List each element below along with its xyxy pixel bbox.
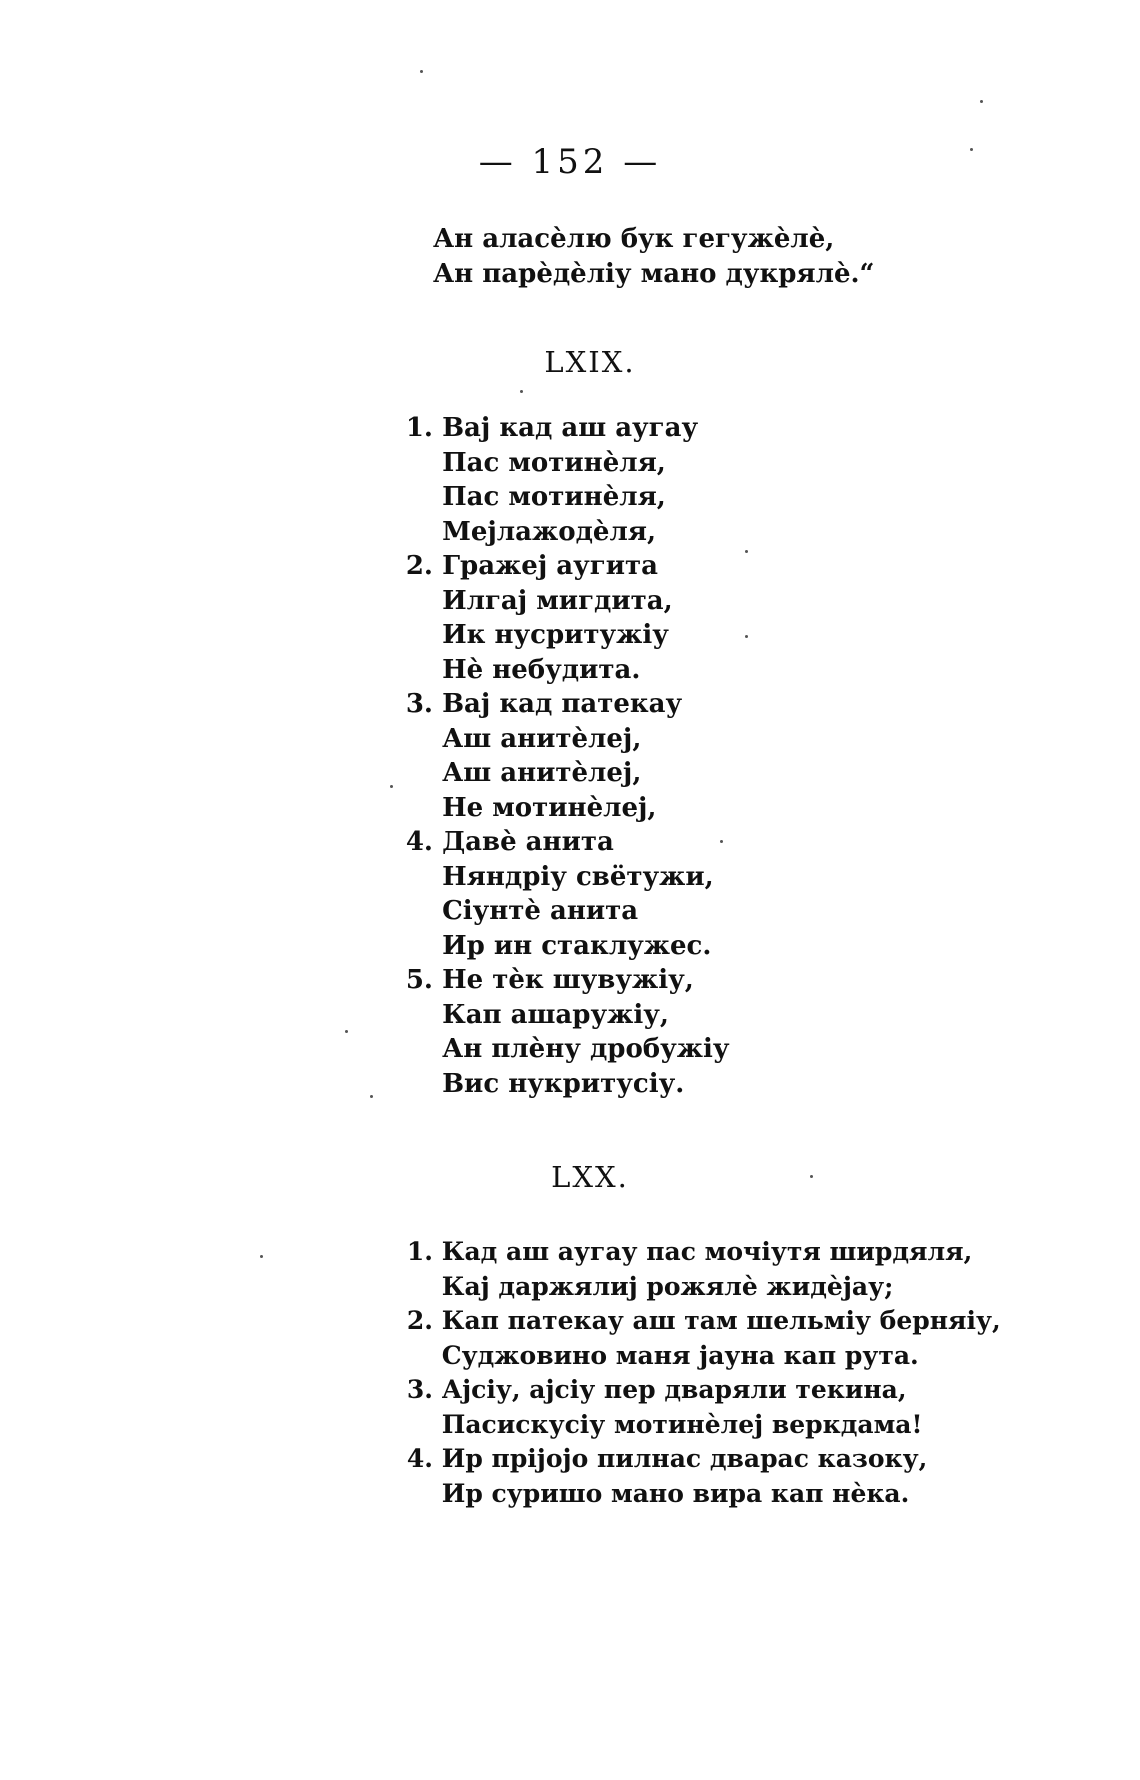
- verse-text: Ир прijојо пилнас дварас казоку,: [441, 1444, 928, 1473]
- verse-text: Кап ашаружiу,: [442, 999, 669, 1030]
- scan-speck: [720, 840, 723, 843]
- verse-line: [433, 1408, 1001, 1443]
- scan-speck: [260, 1255, 263, 1258]
- verse-line: [405, 825, 730, 860]
- verse-line: [433, 998, 730, 1033]
- verse-text: Гражеј аугита: [442, 551, 658, 581]
- verse-line: [433, 791, 730, 826]
- verse-line: [405, 687, 730, 722]
- verse-text: Ир ин стаклужес.: [442, 930, 712, 961]
- verse-number: 4.: [406, 1444, 433, 1473]
- scan-speck: [970, 148, 973, 151]
- verse-text: Пас мотинѐля,: [442, 447, 666, 478]
- verse-line: [433, 446, 730, 481]
- verse-line: [433, 1339, 1001, 1374]
- verse-number: 3.: [406, 1375, 433, 1404]
- intro-stanza: [433, 222, 875, 291]
- verse-text: Кад аш аугау пас мочiутя ширдяля,: [441, 1237, 973, 1266]
- verse-text: Няндрiу свётужи,: [442, 861, 714, 892]
- verse-line: [406, 1304, 1001, 1339]
- verse-text: Ир суришо мано вира кап нѐка.: [441, 1478, 910, 1508]
- verse-number: 1.: [406, 1237, 433, 1266]
- verse-text: Суджовино маня јауна кап рута.: [441, 1340, 919, 1370]
- poem-heading: LXIX.: [544, 345, 636, 379]
- verse-line: [405, 411, 730, 446]
- poem-lxix: [405, 411, 730, 1101]
- verse-text: Кап патекау аш там шельмiу берняiу,: [441, 1306, 1001, 1335]
- verse-line: [433, 756, 730, 791]
- verse-line: [433, 1067, 730, 1102]
- verse-number: 2.: [406, 1306, 433, 1335]
- verse-line: [406, 1442, 1001, 1477]
- verse-number: 5.: [405, 965, 433, 995]
- verse-text: Пасискусiу мотинѐлеј веркдама!: [441, 1409, 923, 1439]
- verse-text: Вај кад аш аугау: [442, 413, 699, 443]
- scan-speck: [520, 390, 523, 393]
- verse-number: 3.: [405, 689, 433, 719]
- verse-line: [433, 929, 730, 964]
- verse-text: Давѐ анита: [442, 827, 614, 857]
- intro-line: Ан аласѐлю бук гегужѐлѐ,: [433, 224, 835, 254]
- scan-speck: [980, 100, 983, 103]
- scan-speck: [745, 550, 748, 553]
- verse-text: Не мотинѐлеј,: [442, 792, 657, 823]
- verse-text: Аш анитѐлеј,: [442, 723, 642, 754]
- verse-text: Вај кад патекау: [442, 689, 683, 719]
- verse-number: 4.: [405, 827, 433, 857]
- verse-text: Ајсiу, ајсiу пер двaряли текина,: [441, 1375, 907, 1404]
- scan-speck: [345, 1030, 348, 1033]
- verse-line: [433, 894, 730, 929]
- scan-speck: [810, 1175, 813, 1178]
- verse-line: [433, 618, 730, 653]
- page-number: — 152 —: [478, 142, 662, 182]
- poem-lxx: [406, 1235, 1001, 1511]
- verse-line: [433, 653, 730, 688]
- verse-line: [433, 1270, 1001, 1305]
- scan-speck: [390, 785, 393, 788]
- verse-text: Сiунтѐ анита: [442, 896, 639, 926]
- verse-line: [433, 722, 730, 757]
- verse-line: [405, 549, 730, 584]
- verse-text: Ан плѐну дробужiу: [442, 1034, 730, 1064]
- scan-speck: [420, 70, 423, 73]
- verse-number: 2.: [405, 551, 433, 581]
- verse-line: [406, 1373, 1001, 1408]
- verse-line: [433, 1032, 730, 1067]
- scan-speck: [745, 635, 748, 638]
- verse-text: Илгај мигдита,: [442, 585, 673, 616]
- scan-speck: [370, 1095, 373, 1098]
- verse-text: Аш анитѐлеј,: [442, 758, 642, 788]
- verse-line: [433, 860, 730, 895]
- verse-line: [433, 584, 730, 619]
- poem-heading: LXX.: [551, 1160, 629, 1194]
- verse-text: Пас мотинѐля,: [442, 482, 666, 512]
- verse-text: Кај даржялиј рожялѐ жидѐјау;: [441, 1271, 894, 1301]
- verse-line: [405, 963, 730, 998]
- verse-line: [433, 515, 730, 550]
- verse-number: 1.: [405, 413, 433, 443]
- verse-text: Не тѐк шувужiу,: [442, 965, 694, 995]
- verse-line: [406, 1235, 1001, 1270]
- verse-text: Ик нусритужiу: [442, 620, 669, 650]
- verse-line: [433, 480, 730, 515]
- verse-line: [433, 1477, 1001, 1512]
- intro-line: Ан парѐдѐлiу мано дукрялѐ.“: [433, 258, 875, 289]
- verse-text: Нѐ небудита.: [442, 654, 641, 685]
- verse-text: Вис нукритусiу.: [442, 1068, 685, 1099]
- verse-text: Мејлажодѐля,: [442, 516, 657, 547]
